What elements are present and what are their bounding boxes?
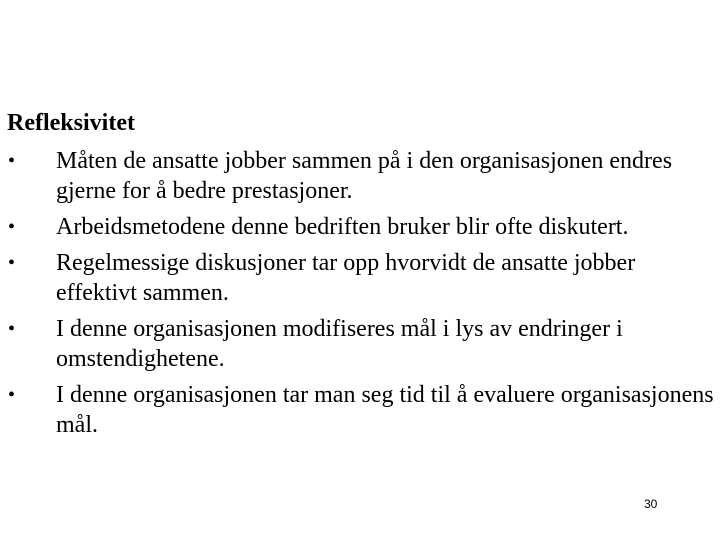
list-item	[0, 248, 720, 308]
bullet-text: Regelmessige diskusjoner tar opp hvorvidt de ansatte jobber effektivt sammen.	[56, 250, 636, 306]
bullet-icon: •	[8, 252, 16, 274]
list-item	[0, 314, 720, 374]
bullet-text: Måten de ansatte jobber sammen på i den organisasjonen endres gjerne for å bedre prestasjoner.	[56, 148, 673, 204]
bullet-text: Arbeidsmetodene denne bedriften bruker blir ofte diskutert.	[56, 214, 629, 240]
bullet-list	[0, 146, 720, 446]
bullet-icon: •	[8, 150, 16, 172]
list-item	[0, 146, 720, 206]
page-number: 30	[644, 497, 658, 511]
slide-heading: Refleksivitet	[7, 110, 135, 136]
list-item	[0, 380, 720, 440]
bullet-icon: •	[8, 216, 16, 238]
bullet-text: I denne organisasjonen modifiseres mål i lys av endringer i omstendighetene.	[56, 316, 623, 372]
list-item	[0, 212, 720, 242]
bullet-icon: •	[8, 384, 16, 406]
bullet-text: I denne organisasjonen tar man seg tid til å evaluere organisasjonens mål.	[56, 382, 714, 438]
bullet-icon: •	[8, 318, 16, 340]
